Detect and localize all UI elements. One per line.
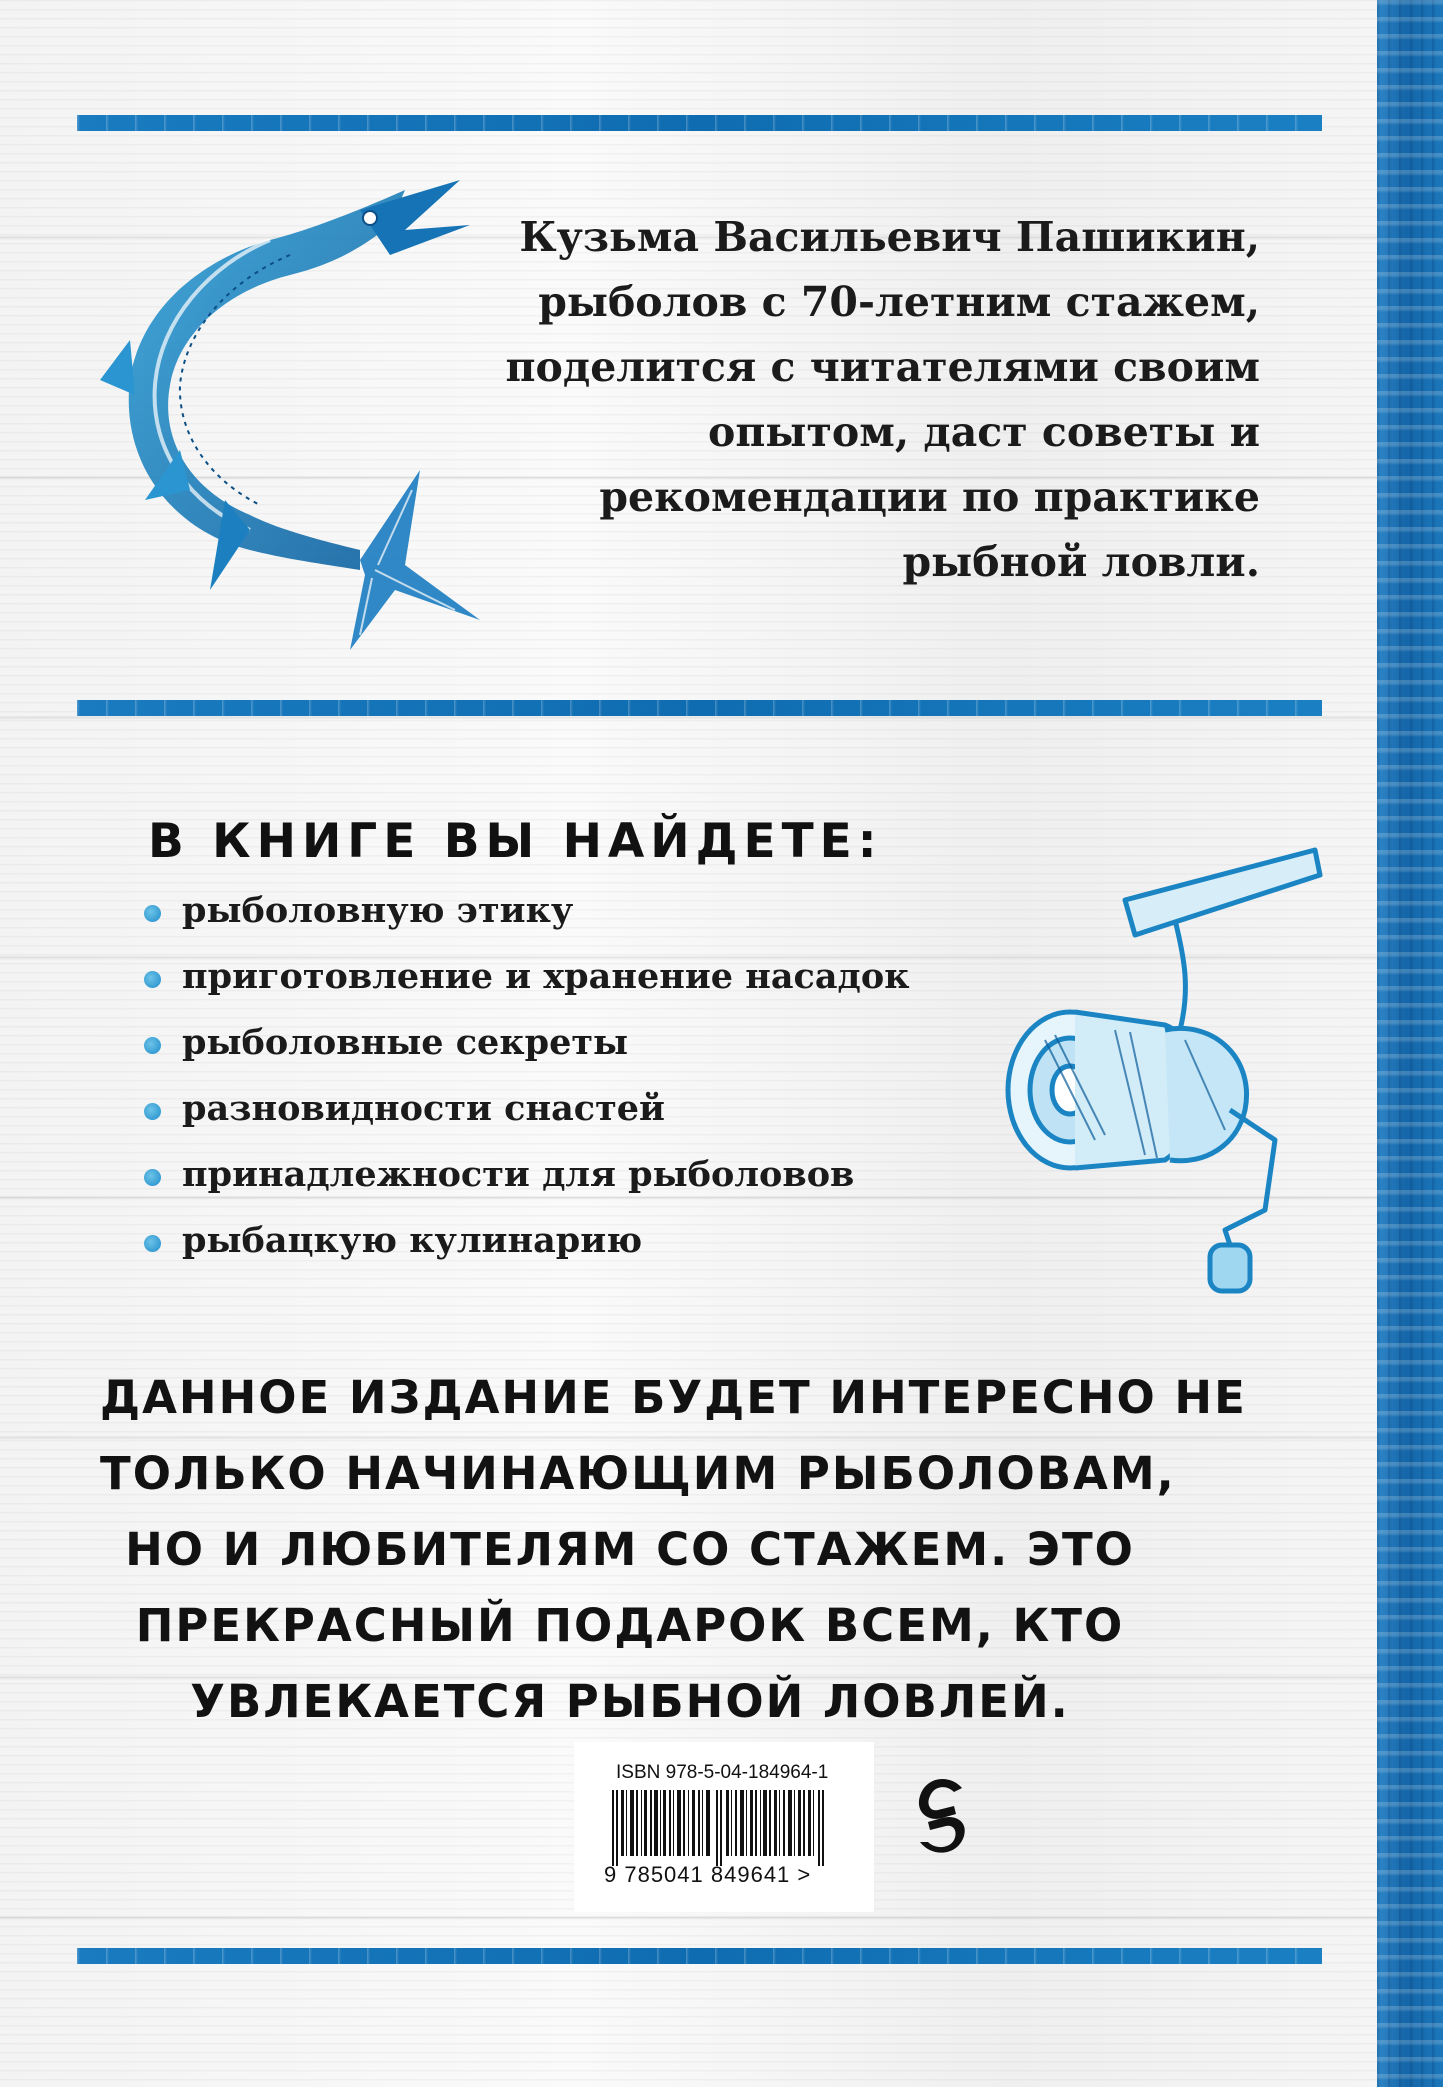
barcode-icon xyxy=(612,1790,834,1866)
list-item-label: разновидности снастей xyxy=(182,1088,665,1129)
author-intro xyxy=(460,205,1260,595)
intro-line: рыбной ловли. xyxy=(902,538,1260,586)
promo-line: ПРЕКРАСНЫЙ ПОДАРОК ВСЕМ, КТО xyxy=(135,1599,1125,1652)
list-item xyxy=(142,886,909,952)
list-item xyxy=(142,1018,909,1084)
blue-wood-edge xyxy=(1377,0,1443,2087)
list-item xyxy=(142,952,909,1018)
list-item-label: принадлежности для рыболовов xyxy=(182,1154,855,1195)
list-item xyxy=(142,1150,909,1216)
promo-line: ТОЛЬКО НАЧИНАЮЩИМ РЫБОЛОВАМ, xyxy=(100,1447,1176,1500)
intro-line: рыболов с 70-летним стажем, xyxy=(538,278,1260,326)
bullet-icon xyxy=(144,1169,161,1186)
bottom-blue-stripe xyxy=(77,1948,1322,1964)
eksmo-logo-icon xyxy=(912,1772,970,1858)
intro-line: опытом, даст советы и xyxy=(708,408,1260,456)
list-item-label: рыболовные секреты xyxy=(182,1022,629,1063)
top-blue-stripe xyxy=(77,115,1322,131)
promo-text xyxy=(100,1360,1247,1740)
contents-heading: В КНИГЕ ВЫ НАЙДЕТЕ: xyxy=(148,814,883,869)
list-item-label: рыбацкую кулинарию xyxy=(182,1220,643,1261)
intro-line: поделится с читателями своим xyxy=(505,343,1260,391)
intro-line: Кузьма Васильевич Пашикин, xyxy=(519,213,1260,261)
isbn-label: ISBN 978-5-04-184964-1 xyxy=(616,1762,829,1783)
promo-line: НО И ЛЮБИТЕЛЯМ СО СТАЖЕМ. ЭТО xyxy=(125,1523,1135,1576)
barcode-panel xyxy=(574,1742,874,1912)
bullet-icon xyxy=(144,971,161,988)
list-item xyxy=(142,1216,909,1282)
promo-line: ДАННОЕ ИЗДАНИЕ БУДЕТ ИНТЕРЕСНО НЕ xyxy=(100,1371,1247,1424)
pike-fish-icon xyxy=(60,170,490,660)
fishing-reel-icon xyxy=(975,840,1325,1300)
list-item xyxy=(142,1084,909,1150)
middle-blue-stripe xyxy=(77,700,1322,716)
intro-line: рекомендации по практике xyxy=(599,473,1260,521)
contents-list xyxy=(142,886,909,1282)
list-item-label: рыболовную этику xyxy=(182,890,574,931)
promo-line: УВЛЕКАЕТСЯ РЫБНОЙ ЛОВЛЕЙ. xyxy=(190,1675,1070,1728)
bullet-icon xyxy=(144,905,161,922)
bullet-icon xyxy=(144,1103,161,1120)
barcode-digits: 9 785041 849641 > xyxy=(604,1862,812,1887)
bullet-icon xyxy=(144,1037,161,1054)
bullet-icon xyxy=(144,1235,161,1252)
list-item-label: приготовление и хранение насадок xyxy=(182,956,910,997)
